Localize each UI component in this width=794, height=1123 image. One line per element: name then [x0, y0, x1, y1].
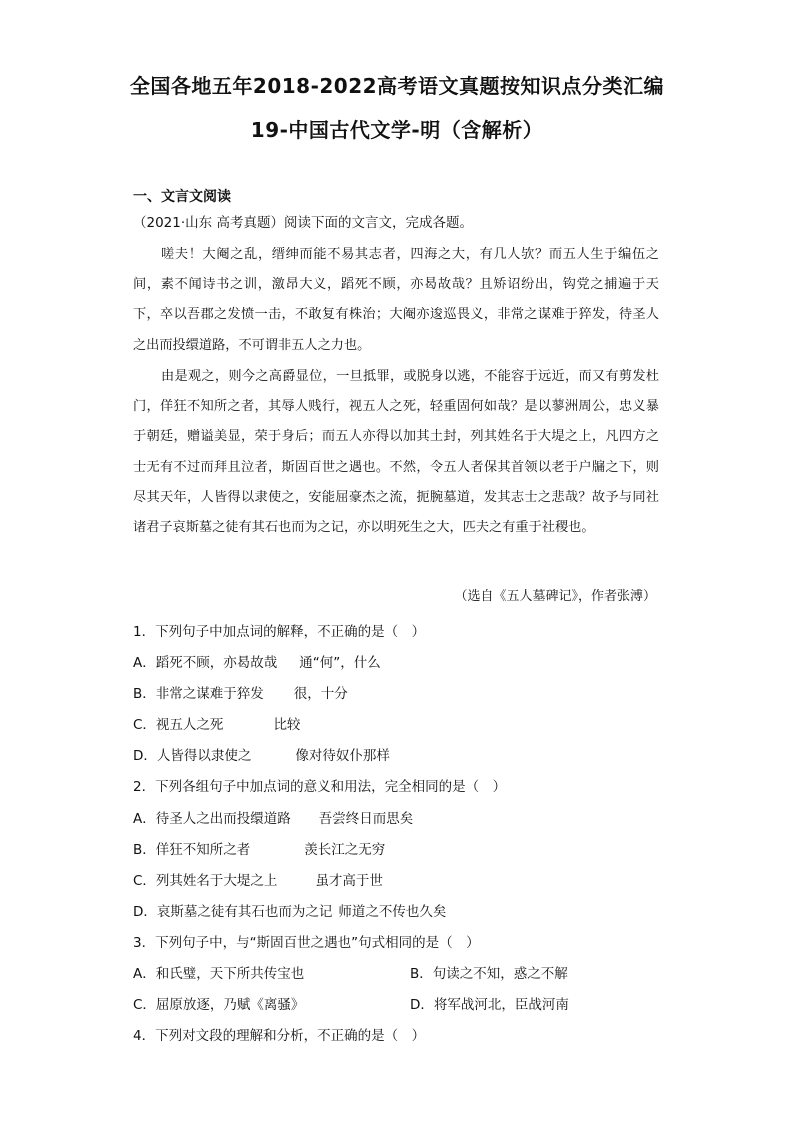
- option-compare: 羡长江之无穷: [304, 842, 386, 858]
- passage-source: （选自《五人墓碑记》，作者张溥）: [454, 589, 656, 604]
- option-sentence: C．列其姓名于大堤之上: [133, 873, 278, 889]
- section-heading: 一、文言文阅读: [133, 189, 231, 205]
- passage-paragraph-1: 嗟夫！大阉之乱，缙绅而能不易其志者，四海之大，有几人欤？而五人生于编伍之间，素不闻诗书之训，激昂大义，蹈死不顾，亦曷故哉？且矫诏纷出，钩党之捕遍于天下，卒以吾郡之发愤一击，不敢复有株治；大阉亦逡巡畏义，非常之谋难于猝发，待圣人之出而投缳道路，不可谓非五人之力也。: [133, 247, 659, 353]
- question-3-option-b: B．句读之不知，惑之不解: [410, 966, 568, 982]
- option-sentence: A．待圣人之出而投缳道路: [133, 811, 291, 827]
- question-2-option-a: [133, 807, 413, 827]
- option-sentence: B．佯狂不知所之者: [133, 842, 251, 858]
- question-2-option-c: [133, 869, 383, 889]
- question-1-option-a: [133, 651, 381, 671]
- option-sentence: C．视五人之死: [133, 717, 224, 733]
- option-sentence: D．人皆得以隶使之: [133, 748, 252, 764]
- option-explanation: 通“何”，什么: [299, 655, 381, 671]
- option-compare: 吾尝终日而思矣: [318, 811, 414, 827]
- question-2-option-b: [133, 838, 385, 858]
- question-3-option-a: A．和氏璧，天下所共传宝也: [133, 966, 305, 982]
- question-1-option-c: [133, 713, 300, 733]
- passage-paragraph-2: 由是观之，则今之高爵显位，一旦抵罪，或脱身以逃，不能容于远近，而又有剪发杜门，佯狂不知所之者，其辱人贱行，视五人之死，轻重固何如哉？是以蓼洲周公，忠义暴于朝廷，赠谥美显，荣于身后；而五人亦得以加其土封，列其姓名于大堤之上，凡四方之士无有不过而拜且泣者，斯固百世之遇也。不然，令五人者保其首领以老于户牖之下，则尽其天年，人皆得以隶使之，安能屈豪杰之流，扼腕墓道，发其志士之悲哉？故予与同社诸君子哀斯墓之徒有其石也而为之记，亦以明死生之大，匹夫之有重于社稷也。: [133, 369, 659, 536]
- section-intro: （2021·山东 高考真题）阅读下面的文言文，完成各题。: [133, 215, 473, 231]
- question-2-option-d: [133, 900, 446, 920]
- question-3-option-c: C．屈原放逐，乃赋《离骚》: [133, 997, 305, 1013]
- question-4-stem: 4．下列对文段的理解和分析，不正确的是（ ）: [133, 1028, 426, 1044]
- question-2-stem: 2．下列各组句子中加点词的意义和用法，完全相同的是（ ）: [133, 779, 507, 795]
- question-1-stem: 1．下列句子中加点词的解释，不正确的是（ ）: [133, 624, 426, 640]
- option-compare: 师道之不传也久矣: [338, 904, 447, 920]
- option-sentence: D．哀斯墓之徒有其石也而为之记: [133, 904, 333, 920]
- option-explanation: 比较: [273, 717, 301, 733]
- document-subtitle: 19-中国古代文学-明（含解析）: [250, 118, 544, 142]
- option-compare: 虽才高于世: [315, 873, 383, 889]
- option-explanation: 很，十分: [293, 686, 348, 702]
- document-title: 全国各地五年2018-2022高考语文真题按知识点分类汇编: [129, 74, 665, 98]
- question-3-option-d: D．将军战河北，臣战河南: [410, 997, 569, 1013]
- question-1-option-b: [133, 682, 348, 702]
- question-3-stem: 3．下列句子中，与“斯固百世之遇也”句式相同的是（ ）: [133, 935, 480, 951]
- option-sentence: A．蹈死不顾，亦曷故哉: [133, 655, 278, 671]
- option-sentence: B．非常之谋难于猝发: [133, 686, 264, 702]
- question-1-option-d: [133, 744, 390, 764]
- option-explanation: 像对待奴仆那样: [295, 748, 390, 764]
